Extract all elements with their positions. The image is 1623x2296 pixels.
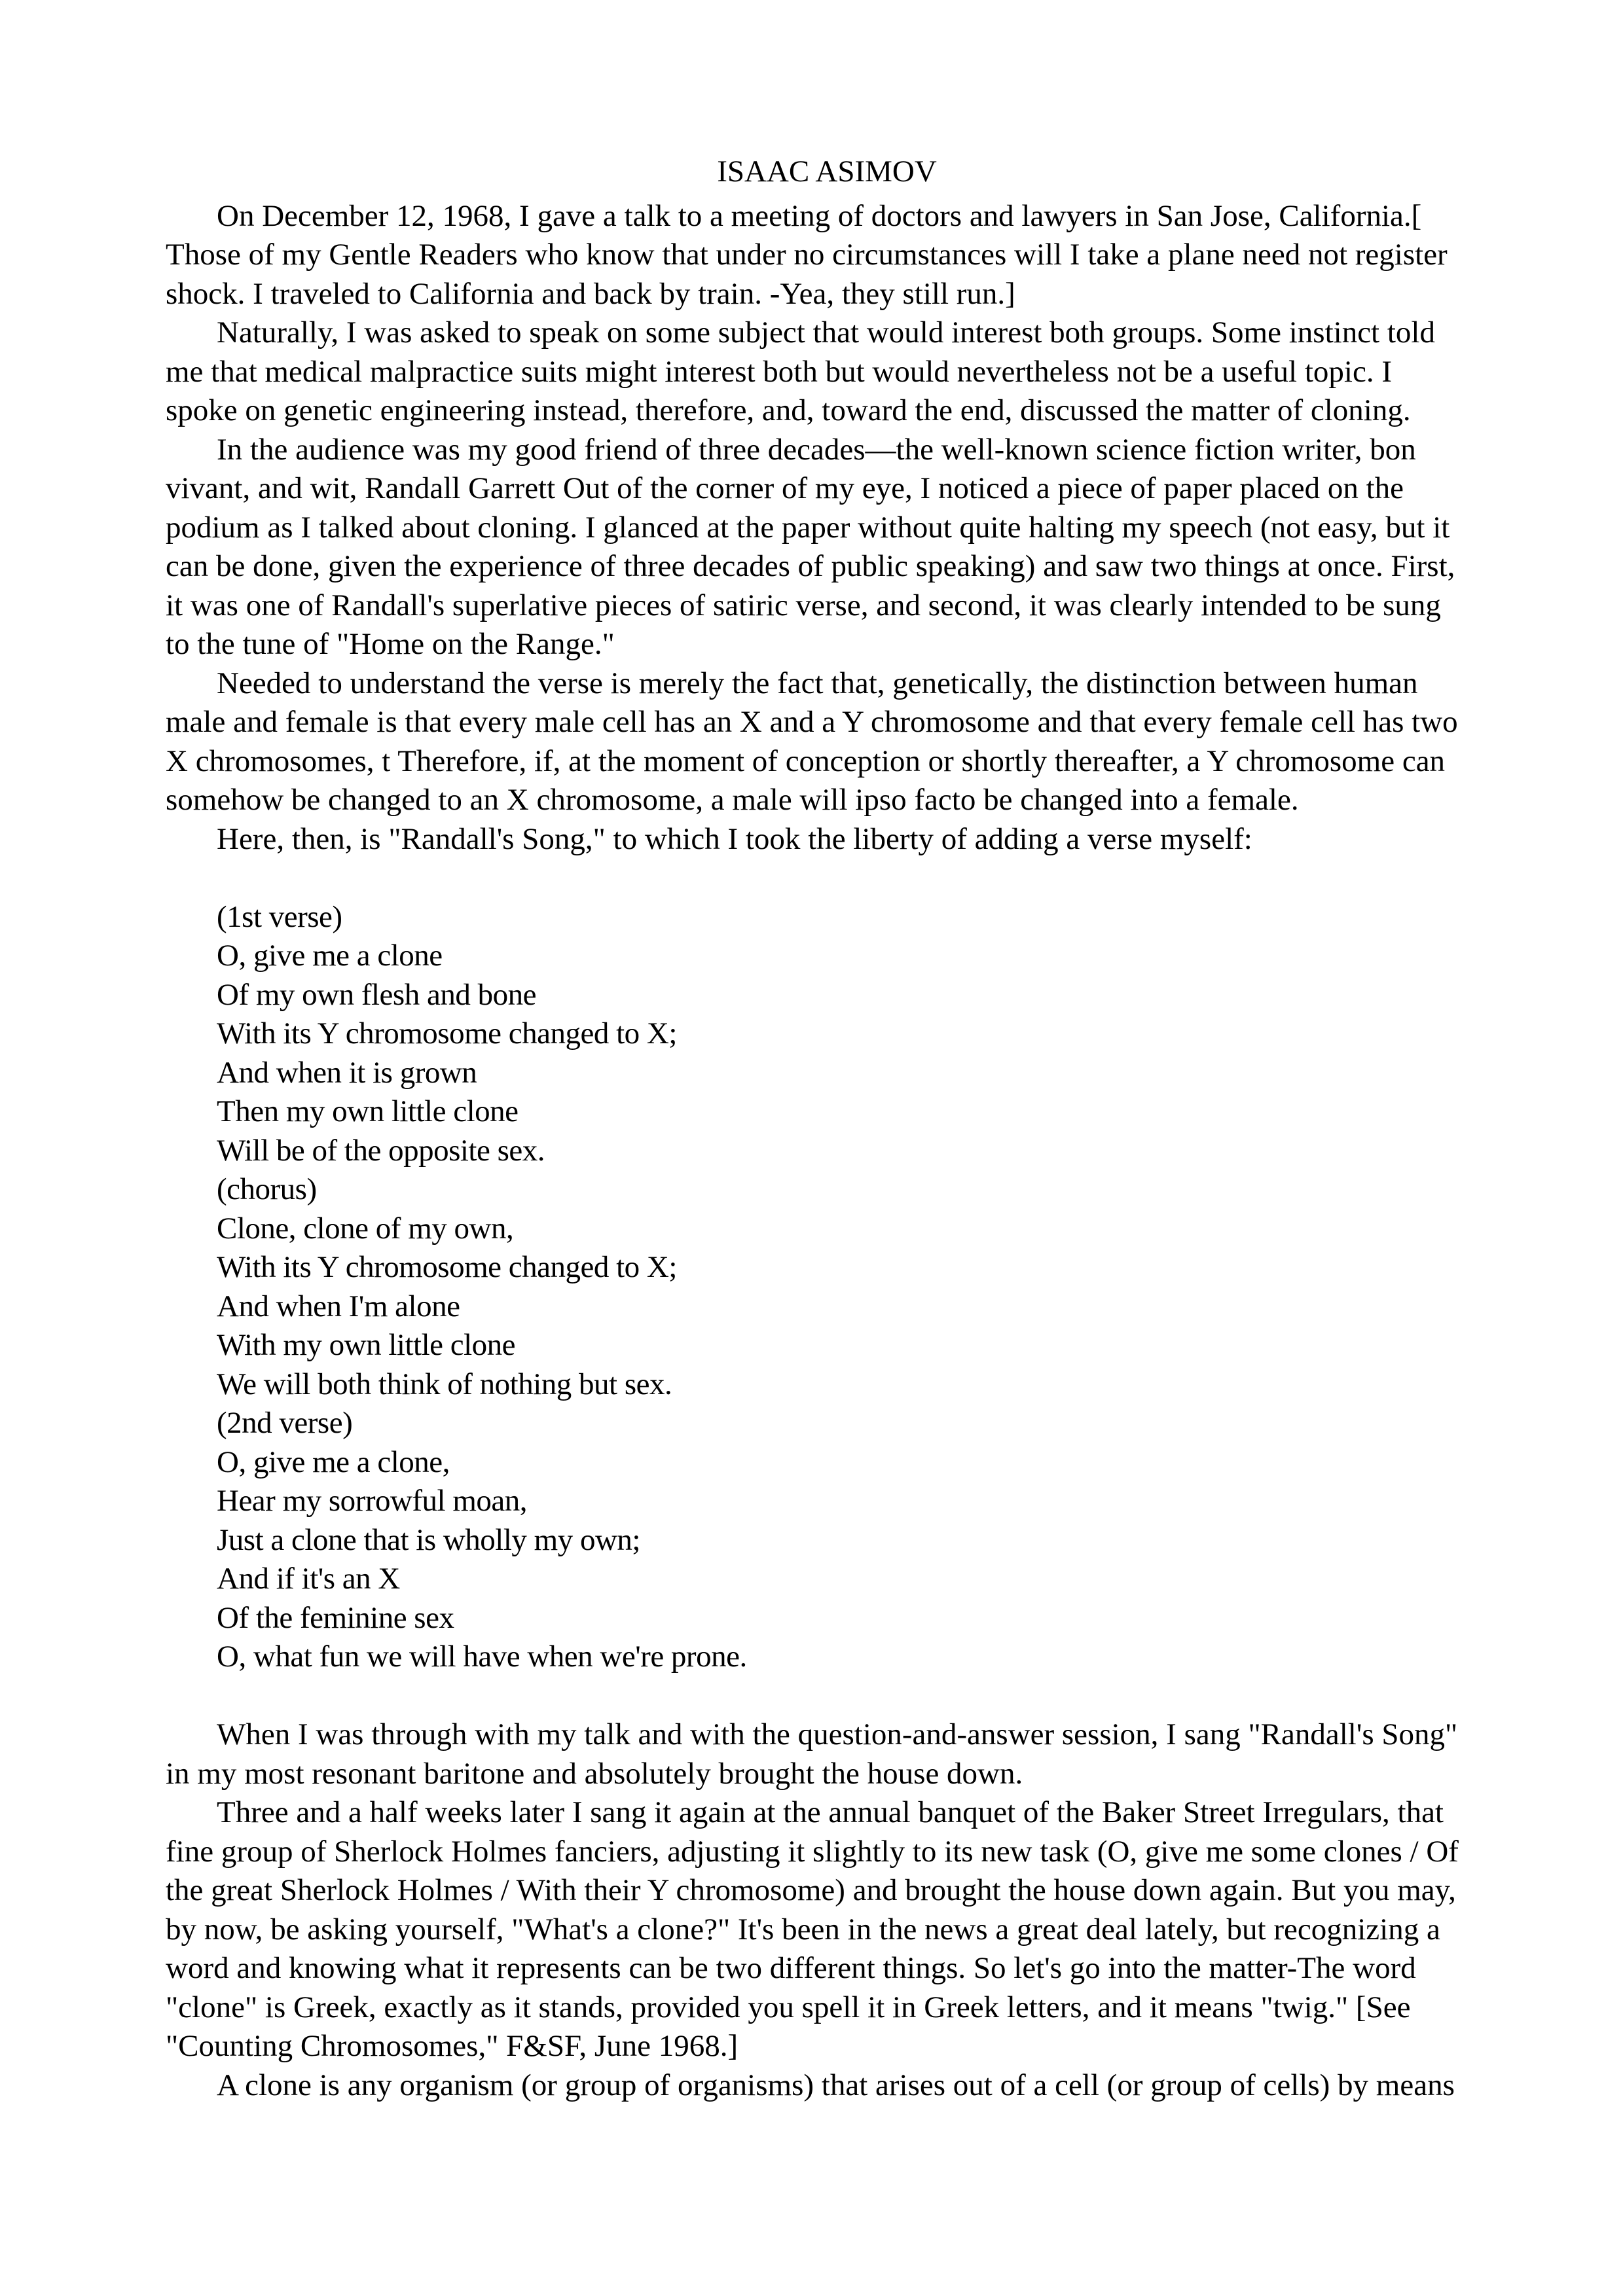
verse-line: O, what fun we will have when we're prone.: [217, 1640, 747, 1674]
paragraph-randall: In the audience was my good friend of three decades—the well-known science fiction writer, bon vivant, and wit, Randall Garrett Out of the corner of my eye, I noticed a piece of paper placed on the podium as I talked about cloning. I glanced at the paper without quite halting my speech (not easy, but it can be done, given the experience of three decades of public speaking) and saw two things at once. First, it was one of Randall's superlative pieces of satiric verse, and second, it was clearly intended to be sung to the tune of "Home on the Range.": [166, 432, 1455, 661]
verse-line: Will be of the opposite sex.: [217, 1133, 545, 1168]
verse-line: And when I'm alone: [217, 1289, 460, 1323]
verse-line: (1st verse): [217, 899, 342, 934]
song-verse: [166, 898, 1462, 1677]
page-title: ISAAC ASIMOV: [717, 154, 937, 188]
verse-line: Then my own little clone: [217, 1094, 519, 1128]
paragraph-talk-intro: On December 12, 1968, I gave a talk to a meeting of doctors and lawyers in San Jose, California.[ Those of my Gentle Readers who know that under no circumstances will I take a plane need not register shock. I traveled to California and back by train. -Yea, they still run.]: [166, 198, 1448, 311]
verse-line: With its Y chromosome changed to X;: [217, 1250, 677, 1284]
verse-line: Clone, clone of my own,: [217, 1211, 514, 1246]
paragraph-song-intro: Here, then, is "Randall's Song," to which I took the liberty of adding a verse myself:: [217, 821, 1252, 856]
verse-line: Hear my sorrowful moan,: [217, 1484, 528, 1518]
verse-line: (2nd verse): [217, 1406, 353, 1440]
paragraph-baker-street: Three and a half weeks later I sang it again at the annual banquet of the Baker Street Irregulars, that fine group of Sherlock Holmes fanciers, adjusting it slightly to its new task (O, give me some clones / Of the great Sherlock Holmes / With their Y chromosome) and brought the house down again. But you may, by now, be asking yourself, "What's a clone?" It's been in the news a great deal lately, but recognizing a word and knowing what it represents can be two different things. So let's go into the matter-The word "clone" is Greek, exactly as it stands, provided you spell it in Greek letters, and it means "twig." [See "Counting Chromosomes," F&SF, June 1968.]: [166, 1795, 1459, 2063]
verse-line: Just a clone that is wholly my own;: [217, 1522, 640, 1557]
document-page: [166, 152, 1462, 2105]
verse-line: (chorus): [217, 1172, 317, 1206]
verse-line: O, give me a clone,: [217, 1444, 450, 1479]
verse-line: And when it is grown: [217, 1055, 477, 1090]
verse-line: O, give me a clone: [217, 939, 443, 973]
verse-line: With my own little clone: [217, 1328, 516, 1362]
paragraph-sang-song: When I was through with my talk and with the question-and-answer session, I sang "Randall's Song" in my most resonant baritone and absolutely brought the house down.: [166, 1717, 1458, 1791]
verse-line: And if it's an X: [217, 1562, 400, 1596]
verse-line: Of my own flesh and bone: [217, 977, 536, 1012]
paragraph-clone-definition: A clone is any organism (or group of organisms) that arises out of a cell (or group of cells) by means: [217, 2068, 1455, 2102]
paragraph-subject: Naturally, I was asked to speak on some subject that would interest both groups. Some instinct told me that medical malpractice suits might interest both but would nevertheless not be a useful topic. I spoke on genetic engineering instead, therefore, and, toward the end, discussed the matter of cloning.: [166, 315, 1435, 427]
verse-line: Of the feminine sex: [217, 1600, 454, 1635]
verse-line: With its Y chromosome changed to X;: [217, 1016, 677, 1050]
verse-line: We will both think of nothing but sex.: [217, 1367, 672, 1401]
paragraph-genetics: Needed to understand the verse is merely the fact that, genetically, the distinction between human male and female is that every male cell has an X and a Y chromosome and that every female cell has two X chromosomes, t Therefore, if, at the moment of conception or shortly thereafter, a Y chromosome can somehow be changed to an X chromosome, a male will ipso facto be changed into a female.: [166, 666, 1458, 817]
